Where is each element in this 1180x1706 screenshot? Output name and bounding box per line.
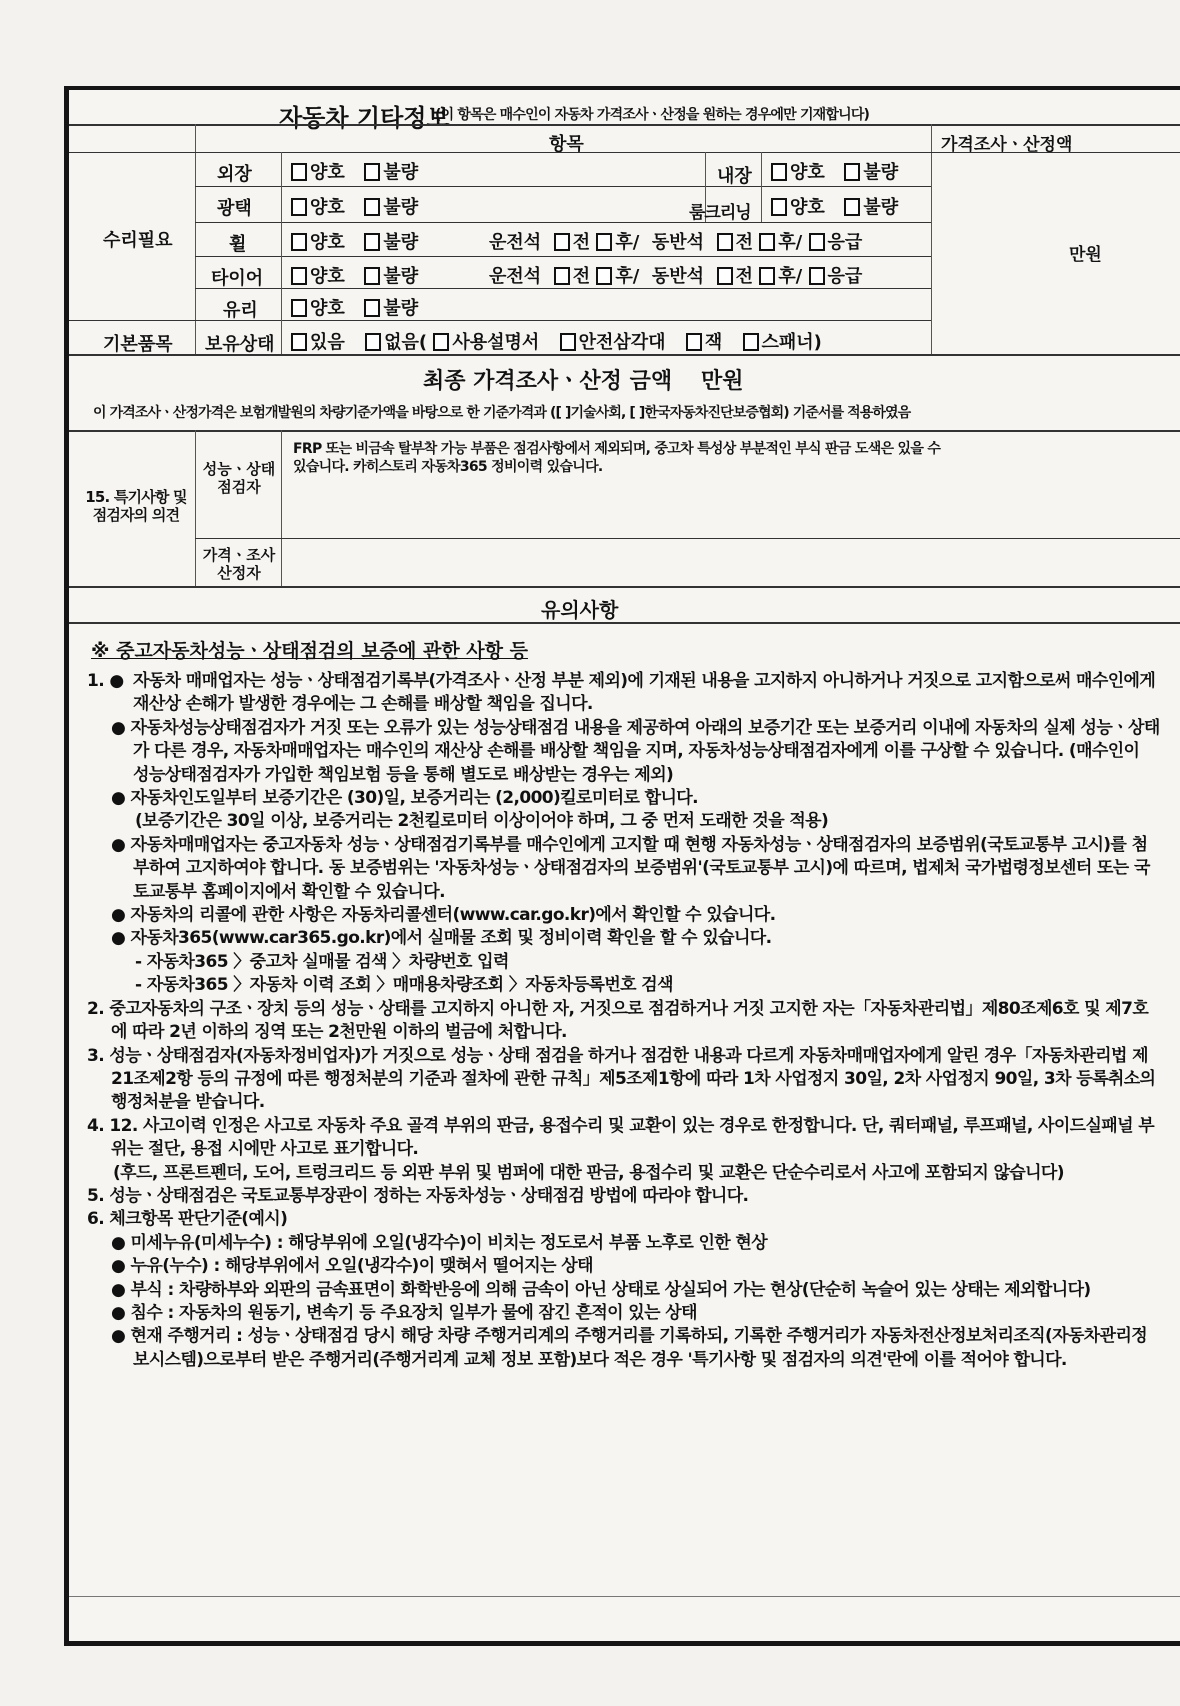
final-price-unit: 만원	[701, 369, 744, 394]
basic-label: 기본품목	[103, 334, 173, 355]
section-title: 자동차 기타정보	[279, 104, 450, 132]
price-unit: 만원	[1069, 245, 1102, 265]
manual-checkbox[interactable]	[433, 333, 449, 351]
final-price-label: 최종 가격조사ㆍ산정 금액	[423, 369, 673, 394]
tire-driver-front-checkbox[interactable]	[554, 267, 570, 285]
row-label-exterior: 외장	[217, 164, 252, 185]
possession-no-checkbox[interactable]	[365, 333, 381, 351]
document-frame	[64, 86, 1180, 1646]
note-6a: ● 미세누유(미세누수) : 해당부위에 오일(냉각수)이 비치는 정도로서 부품 노후로 인한 현상	[111, 1232, 768, 1253]
opinion-label: 15. 특기사항 및 점검자의 의견	[85, 488, 187, 524]
header-price: 가격조사ㆍ산정액	[941, 135, 1073, 155]
interior-options: 양호 불량	[771, 158, 912, 184]
row-label-interior: 내장	[717, 166, 752, 187]
spanner-checkbox[interactable]	[743, 333, 759, 351]
jack-checkbox[interactable]	[686, 333, 702, 351]
wheel-options: 양호 불량	[291, 228, 432, 254]
room-cleaning-good-checkbox[interactable]	[771, 198, 787, 216]
tire-emergency-checkbox[interactable]	[809, 267, 825, 285]
wheel-driver-front-checkbox[interactable]	[554, 233, 570, 251]
tire-options: 양호 불량	[291, 262, 432, 288]
exterior-options: 양호 불량	[291, 158, 432, 184]
triangle-checkbox[interactable]	[560, 333, 576, 351]
inspector-text-line-1: FRP 또는 비금속 탈부착 가능 부품은 점검사항에서 제외되며, 중고차 특성상 부분적인 부식 판금 도색은 있을 수	[293, 441, 941, 457]
notes-title: 유의사항	[541, 598, 619, 622]
note-6e: ● 현재 주행거리 : 성능ㆍ상태점검 당시 해당 차량 주행거리계의 주행거리를 기록하되, 기록한 주행거리가 자동차전산정보처리조직(자동차관리정보시스템)으로부터 받은 주행거리(주행거리계 교체 정보 포함)보다 적은 경우 '특기사항 및 점검자의 의견'란에 이를 적어야 합니다.	[111, 1326, 1148, 1370]
inspector-text-line-2: 있습니다. 카히스토리 자동차365 정비이력 있습니다.	[293, 459, 603, 475]
interior-bad-checkbox[interactable]	[844, 163, 860, 181]
header-item: 항목	[549, 134, 584, 155]
section-note: (이 항목은 매수인이 자동차 가격조사ㆍ산정을 원하는 경우에만 기재합니다)	[435, 107, 870, 123]
tire-detail: 운전석 전 후/ 동반석 전 후/ 응급	[489, 266, 863, 287]
interior-good-checkbox[interactable]	[771, 163, 787, 181]
wheel-passenger-front-checkbox[interactable]	[717, 233, 733, 251]
note-5: 5. 성능ㆍ상태점검은 국토교통부장관이 정하는 자동차성능ㆍ상태점검 방법에 따라야 합니다.	[87, 1185, 749, 1206]
note-1a: 1. ● 자동차 매매업자는 성능ㆍ상태점검기록부(가격조사ㆍ산정 부분 제외)에 기재된 내용을 고지하지 아니하거나 거짓으로 고지함으로써 매수인에게 재산상 손해가 발생한 경우에는 그 손해를 배상할 책임을 집니다.	[87, 671, 1156, 715]
wheel-good-checkbox[interactable]	[291, 233, 307, 251]
note-1h: - 자동차365 〉자동차 이력 조회 〉매매용차량조회 〉자동차등록번호 검색	[135, 975, 673, 996]
note-1c: ● 자동차인도일부터 보증기간은 (30)일, 보증거리는 (2,000)킬로미터로 합니다.	[111, 788, 698, 809]
note-1d: ● 자동차매매업자는 중고자동차 성능ㆍ상태점검기록부를 매수인에게 고지할 때 현행 자동차성능ㆍ상태점검자의 보증범위(국토교통부 고시)를 첨부하여 고지하여야 합니다. 동 보증범위는 '자동차성능ㆍ상태점검자의 보증범위'(국토교통부 고시)에 따르며, 법제처 국가법령정보센터 또는 국토교통부 홈페이지에서 확인할 수 있습니다.	[111, 834, 1150, 902]
note-2: 2. 중고자동차의 구조ㆍ장치 등의 성능ㆍ상태를 고지하지 아니한 자, 거짓으로 점검하거나 거짓 고지한 자는「자동차관리법」제80조제6호 및 제7호에 따라 2년 이하의 징역 또는 2천만원 이하의 벌금에 처합니다.	[87, 998, 1149, 1043]
row-label-wheel: 휠	[229, 234, 247, 255]
note-1e: ● 자동차의 리콜에 관한 사항은 자동차리콜센터(www.car.go.kr)에서 확인할 수 있습니다.	[111, 905, 776, 926]
room-cleaning-options: 양호 불량	[771, 193, 912, 219]
note-3: 3. 성능ㆍ상태점검자(자동차정비업자)가 거짓으로 성능ㆍ상태 점검을 하거나 점검한 내용과 다르게 자동차매매업자에게 알린 경우「자동차관리법 제21조제2항 등의 규정에 따른 행정처분의 기준과 절차에 관한 규칙」제5조제1항에 따라 1차 사업정지 30일, 2차 사업정지 90일, 3차 등록취소의 행정처분을 받습니다.	[87, 1045, 1156, 1113]
notes-body	[87, 670, 1160, 1372]
note-1b: ● 자동차성능상태점검자가 거짓 또는 오류가 있는 성능상태점검 내용을 제공하여 아래의 보증기간 또는 보증거리 이내에 자동차의 실제 성능ㆍ상태가 다른 경우, 자동차매매업자는 매수인의 재산상 손해를 배상할 책임을 지며, 자동차성능상태점검자에게 이를 구상할 수 있습니다. (매수인이 성능상태점검자가 가입한 책임보험 등을 통해 별도로 배상받는 경우는 제외)	[111, 717, 1160, 785]
note-6b: ● 누유(누수) : 해당부위에서 오일(냉각수)이 맺혀서 떨어지는 상태	[111, 1256, 593, 1277]
notes-heading: ※ 중고자동차성능ㆍ상태점검의 보증에 관한 사항 등	[91, 640, 528, 662]
wheel-driver-rear-checkbox[interactable]	[596, 233, 612, 251]
row-label-gloss: 광택	[217, 198, 252, 219]
tire-driver-rear-checkbox[interactable]	[596, 267, 612, 285]
wheel-passenger-rear-checkbox[interactable]	[759, 233, 775, 251]
wheel-bad-checkbox[interactable]	[364, 233, 380, 251]
possession-yes-checkbox[interactable]	[291, 333, 307, 351]
row-label-glass: 유리	[223, 300, 258, 321]
row-label-tire: 타이어	[211, 268, 264, 289]
gloss-good-checkbox[interactable]	[291, 198, 307, 216]
glass-good-checkbox[interactable]	[291, 299, 307, 317]
exterior-bad-checkbox[interactable]	[364, 163, 380, 181]
wheel-emergency-checkbox[interactable]	[809, 233, 825, 251]
basis-text: 이 가격조사ㆍ산정가격은 보험개발원의 차량기준가액을 바탕으로 한 기준가격과 ([ ]기술사회, [ ]한국자동차진단보증협회) 기준서를 적용하였음	[93, 405, 911, 421]
tire-passenger-front-checkbox[interactable]	[717, 267, 733, 285]
note-4: 4. 12. 사고이력 인정은 사고로 자동차 주요 골격 부위의 판금, 용접수리 및 교환이 있는 경우로 한정합니다. 단, 쿼터패널, 루프패널, 사이드실패널 부위는 절단, 용접 시에만 사고로 표기합니다.	[87, 1115, 1155, 1160]
exterior-good-checkbox[interactable]	[291, 163, 307, 181]
note-1g: - 자동차365 〉중고차 실매물 검색 〉차량번호 입력	[135, 951, 509, 972]
repair-label: 수리필요	[103, 230, 173, 251]
appraiser-label: 가격ㆍ조사 산정자	[202, 546, 276, 582]
glass-bad-checkbox[interactable]	[364, 299, 380, 317]
note-1c-detail: (보증기간은 30일 이상, 보증거리는 2천킬로미터 이상이어야 하며, 그 중 먼저 도래한 것을 적용)	[135, 811, 829, 832]
note-4-detail: (후드, 프론트펜더, 도어, 트렁크리드 등 외판 부위 및 범퍼에 대한 판금, 용접수리 및 교환은 단순수리로서 사고에 포함되지 않습니다)	[113, 1162, 1064, 1183]
inspector-label: 성능ㆍ상태 점검자	[202, 460, 276, 496]
possession-label: 보유상태	[205, 334, 275, 355]
room-cleaning-bad-checkbox[interactable]	[844, 198, 860, 216]
glass-options: 양호 불량	[291, 294, 432, 320]
note-1f: ● 자동차365(www.car365.go.kr)에서 실매물 조회 및 정비이력 확인을 할 수 있습니다.	[111, 928, 772, 949]
gloss-bad-checkbox[interactable]	[364, 198, 380, 216]
wheel-detail: 운전석 전 후/ 동반석 전 후/ 응급	[489, 232, 863, 253]
tire-bad-checkbox[interactable]	[364, 267, 380, 285]
tire-good-checkbox[interactable]	[291, 267, 307, 285]
gloss-options: 양호 불량	[291, 193, 432, 219]
possession-options: 있음 없음( 사용설명서 안전삼각대 잭 스패너)	[291, 328, 822, 354]
note-6: 6. 체크항목 판단기준(예시)	[87, 1209, 288, 1230]
note-6c: ● 부식 : 차량하부와 외판의 금속표면이 화학반응에 의해 금속이 아닌 상태로 상실되어 가는 현상(단순히 녹슬어 있는 상태는 제외합니다)	[111, 1279, 1091, 1300]
row-label-room-cleaning: 룸크리닝	[689, 203, 751, 223]
tire-passenger-rear-checkbox[interactable]	[759, 267, 775, 285]
note-6d: ● 침수 : 자동차의 원동기, 변속기 등 주요장치 일부가 물에 잠긴 흔적이 있는 상태	[111, 1302, 697, 1323]
